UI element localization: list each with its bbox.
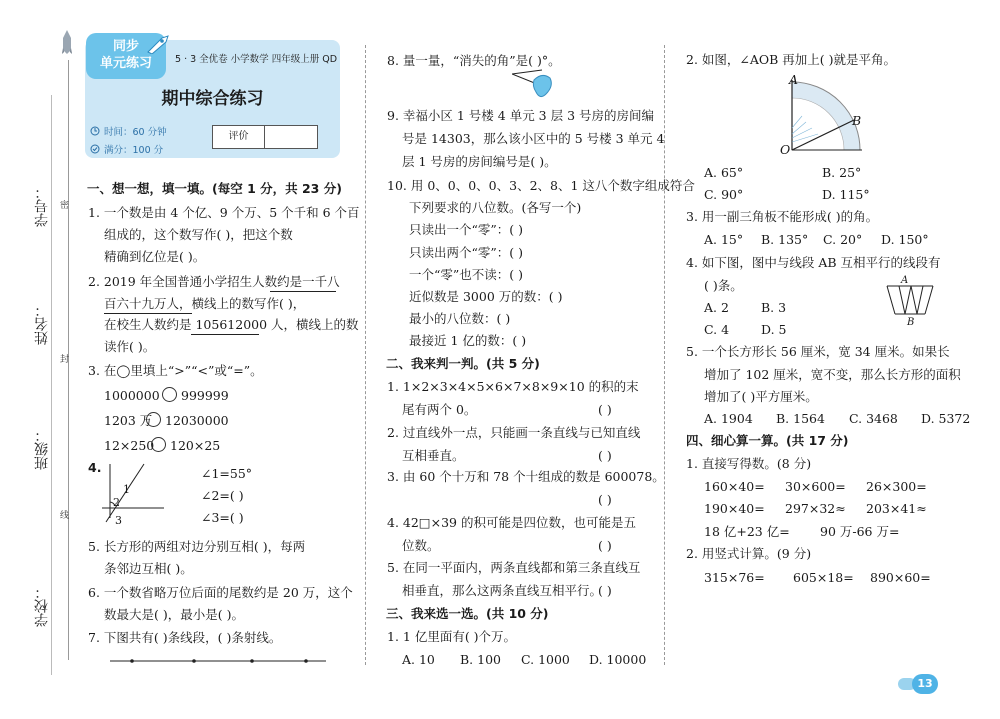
m1-r2-a: 190×40= [704, 501, 765, 516]
j4-answer[interactable]: ( ) [598, 538, 612, 553]
j2-line-1: 2. 过直线外一点，只能画一条直线与已知直线 [387, 425, 641, 440]
q3-row-2-left: 1203 万 [104, 413, 153, 428]
c4-option-b[interactable]: B. 3 [761, 300, 787, 315]
q4-angle-3: ∠3=( ) [201, 510, 244, 525]
column-divider-1 [365, 45, 366, 665]
time-info: 时间：60 分钟 [104, 127, 167, 138]
q5-line-2: 条邻边互相( )。 [104, 561, 193, 576]
name-label: 姓名： [34, 303, 50, 345]
c5-option-d[interactable]: D. 5372 [921, 411, 971, 426]
q7-line: 7. 下图共有( )条线段，( )条射线。 [88, 630, 282, 645]
q2-line-3: 在校生人数约是 105612000 人，横线上的数 [104, 317, 359, 332]
q2-underline-b [104, 313, 192, 314]
q2-line-1: 2. 2019 年全国普通小学招生人数约是一千八 [88, 274, 340, 289]
c5-option-a[interactable]: A. 1904 [704, 411, 753, 426]
q2-underline-a [270, 291, 336, 292]
evaluation-box [212, 125, 318, 149]
angle-label-2: 2 [113, 496, 120, 509]
m1-r3-b: 90 万-66 万= [820, 524, 900, 539]
q2-line-2: 百六十九万人，横线上的数写作( )， [104, 296, 306, 311]
c4-line-1: 4. 如下图，图中与线段 AB 互相平行的线段有 [686, 255, 941, 270]
c3-line: 3. 用一副三角板不能形成( )的角。 [686, 209, 879, 224]
m1-r2-b: 297×32≈ [785, 501, 846, 516]
section-2-heading: 二、我来判一判。(共 5 分) [386, 356, 540, 371]
q3-row-3-circle[interactable] [151, 437, 166, 452]
q5-line-1: 5. 长方形的两组对边分别互相( )，每两 [88, 539, 306, 554]
q4-angle-1: ∠1=55° [201, 466, 253, 481]
seal-mark-mi: 密 [60, 201, 70, 211]
segment-figure [110, 656, 330, 666]
q3-row-3-right: 120×25 [170, 438, 221, 453]
q8-line: 8. 量一量，“消失的角”是( )°。 [387, 53, 561, 68]
section-3-heading: 三、我来选一选。(共 10 分) [386, 606, 549, 621]
m2-c: 890×60= [870, 570, 931, 585]
q9-line-3: 层 1 号房的房间编号是( )。 [402, 154, 557, 169]
c1-option-d[interactable]: D. 10000 [589, 652, 647, 667]
q6-line-1: 6. 一个数省略万位后面的尾数约是 20 万，这个 [88, 585, 353, 600]
c5-option-b[interactable]: B. 1564 [776, 411, 825, 426]
angle-label-1: 1 [123, 483, 130, 496]
q3-row-2-right: 12030000 [165, 413, 229, 428]
c2-option-a[interactable]: A. 65° [704, 165, 744, 180]
student-id-label: 学号： [34, 185, 50, 227]
j4-line-2: 位数。 [402, 538, 440, 553]
q10-line-1: 10. 用 0、0、0、0、3、2、8、1 这八个数字组成符合 [387, 178, 695, 193]
q1-line-3: 精确到亿位是( )。 [104, 249, 206, 264]
q2-underline-c [191, 334, 259, 335]
q10-smallest: 最小的八位数：( ) [409, 311, 511, 326]
protractor-label-b: B [852, 113, 862, 128]
class-label: 班级： [34, 428, 50, 470]
section-1-heading: 一、想一想，填一填。(每空 1 分，共 23 分) [87, 181, 342, 196]
section-4-heading: 四、细心算一算。(共 17 分) [686, 433, 849, 448]
j1-line-1: 1. 1×2×3×4×5×6×7×8×9×10 的积的末 [387, 379, 639, 394]
j5-answer[interactable]: ( ) [598, 583, 612, 598]
j1-answer[interactable]: ( ) [598, 402, 612, 417]
j3-line-1: 3. 由 60 个十万和 78 个十组成的数是 600078。 [387, 469, 665, 484]
c3-option-d[interactable]: D. 150° [881, 232, 929, 247]
angle-label-3: 3 [115, 514, 122, 527]
trapezoid-label-b: B [907, 317, 915, 328]
evaluation-label: 评价 [213, 126, 265, 148]
j5-line-2: 相垂直，那么这两条直线互相平行。 [402, 583, 603, 598]
page-number: 13 [912, 674, 938, 694]
q3-row-1-circle[interactable] [162, 387, 177, 402]
q10-no-zero: 一个“零”也不读：( ) [409, 267, 524, 282]
m1-r3-a: 18 亿+23 亿= [704, 524, 790, 539]
q3-row-1-right: 999999 [181, 388, 229, 403]
c4-option-c[interactable]: C. 4 [704, 322, 730, 337]
q2-line-4: 读作( )。 [104, 339, 156, 354]
q4-angle-2: ∠2=( ) [201, 488, 244, 503]
q10-line-2: 下列要求的八位数。(各写一个) [409, 200, 582, 215]
q1-line-1: 1. 一个数是由 4 个亿、9 个万、5 个千和 6 个百 [88, 205, 360, 220]
rocket-icon [62, 30, 72, 56]
q10-only-one-zero: 只读出一个“零”：( ) [409, 222, 524, 237]
q10-two-zeros: 只读出两个“零”：( ) [409, 245, 524, 260]
q3-row-1-left: 1000000 [104, 388, 160, 403]
c5-line-1: 5. 一个长方形长 56 厘米，宽 34 厘米。如果长 [686, 344, 950, 359]
badge-line-2: 单元练习 [99, 56, 152, 71]
c4-line-2: ( )条。 [704, 278, 743, 293]
c3-option-b[interactable]: B. 135° [761, 232, 809, 247]
m2-heading: 2. 用竖式计算。(9 分) [686, 546, 812, 561]
trapezoid-figure [885, 275, 935, 322]
c2-option-b[interactable]: B. 25° [822, 165, 862, 180]
angle-figure [100, 460, 168, 527]
m1-r1-b: 30×600= [785, 479, 846, 494]
m1-r2-c: 203×41≈ [866, 501, 927, 516]
c2-option-c[interactable]: C. 90° [704, 187, 744, 202]
j1-line-2: 尾有两个 0。 [402, 402, 477, 417]
j5-line-1: 5. 在同一平面内，两条直线都和第三条直线互 [387, 560, 641, 575]
trapezoid-label-a: A [901, 275, 909, 286]
c5-option-c[interactable]: C. 3468 [849, 411, 898, 426]
seal-mark-feng: 封 [60, 355, 70, 365]
q3-row-3-left: 12×250 [104, 438, 155, 453]
protractor-label-a: A [789, 72, 799, 87]
j4-line-1: 4. 42□×39 的积可能是四位数，也可能是五 [387, 515, 636, 530]
c5-line-3: 增加了( )平方厘米。 [704, 389, 818, 404]
q4-number: 4. [88, 460, 102, 475]
c2-option-d[interactable]: D. 115° [822, 187, 870, 202]
book-brand: 5 · 3 全优卷 小学数学 四年级上册 QD [175, 54, 338, 65]
j3-answer[interactable]: ( ) [598, 492, 612, 507]
protractor-label-o: O [780, 142, 791, 157]
q9-line-1: 9. 幸福小区 1 号楼 4 单元 3 层 3 号房的房间编 [387, 108, 654, 123]
q6-line-2: 数最大是( )，最小是( )。 [104, 607, 244, 622]
page-title: 期中综合练习 [161, 89, 264, 109]
q3-instruction: 3. 在◯里填上“>”“<”或“=”。 [88, 363, 263, 378]
q1-line-2: 组成的，这个数写作( )，把这个数 [104, 227, 293, 242]
q3-row-2-circle[interactable] [146, 412, 161, 427]
missing-angle-figure [512, 68, 556, 104]
c1-option-c[interactable]: C. 1000 [521, 652, 570, 667]
c1-option-b[interactable]: B. 100 [460, 652, 501, 667]
j2-line-2: 互相垂直。 [402, 448, 465, 463]
school-label: 学校： [34, 585, 50, 627]
q9-line-2: 号是 14303，那么该小区中的 5 号楼 3 单元 4 [402, 131, 665, 146]
j2-answer[interactable]: ( ) [598, 448, 612, 463]
rocket-badge-icon [146, 34, 170, 57]
seal-mark-xian: 线 [60, 511, 70, 521]
c1-line: 1. 1 亿里面有( )个万。 [387, 629, 517, 644]
m1-heading: 1. 直接写得数。(8 分) [686, 456, 812, 471]
q10-closest: 最接近 1 亿的数：( ) [409, 333, 527, 348]
score-info: 满分：100 分 [104, 145, 164, 156]
c4-option-a[interactable]: A. 2 [704, 300, 729, 315]
c5-line-2: 增加了 102 厘米，宽不变，那么长方形的面积 [704, 367, 961, 382]
c3-option-a[interactable]: A. 15° [704, 232, 744, 247]
c2-line: 2. 如图，∠AOB 再加上( )就是平角。 [686, 52, 897, 67]
clock-icon [90, 124, 100, 139]
c1-option-a[interactable]: A. 10 [402, 652, 435, 667]
badge-line-1: 同步 [112, 39, 139, 54]
c4-option-d[interactable]: D. 5 [761, 322, 787, 337]
m2-a: 315×76= [704, 570, 765, 585]
q10-approx: 近似数是 3000 万的数：( ) [409, 289, 563, 304]
m2-b: 605×18= [793, 570, 854, 585]
check-icon [90, 142, 100, 157]
m1-r1-c: 26×300= [866, 479, 927, 494]
c3-option-c[interactable]: C. 20° [823, 232, 863, 247]
m1-r1-a: 160×40= [704, 479, 765, 494]
